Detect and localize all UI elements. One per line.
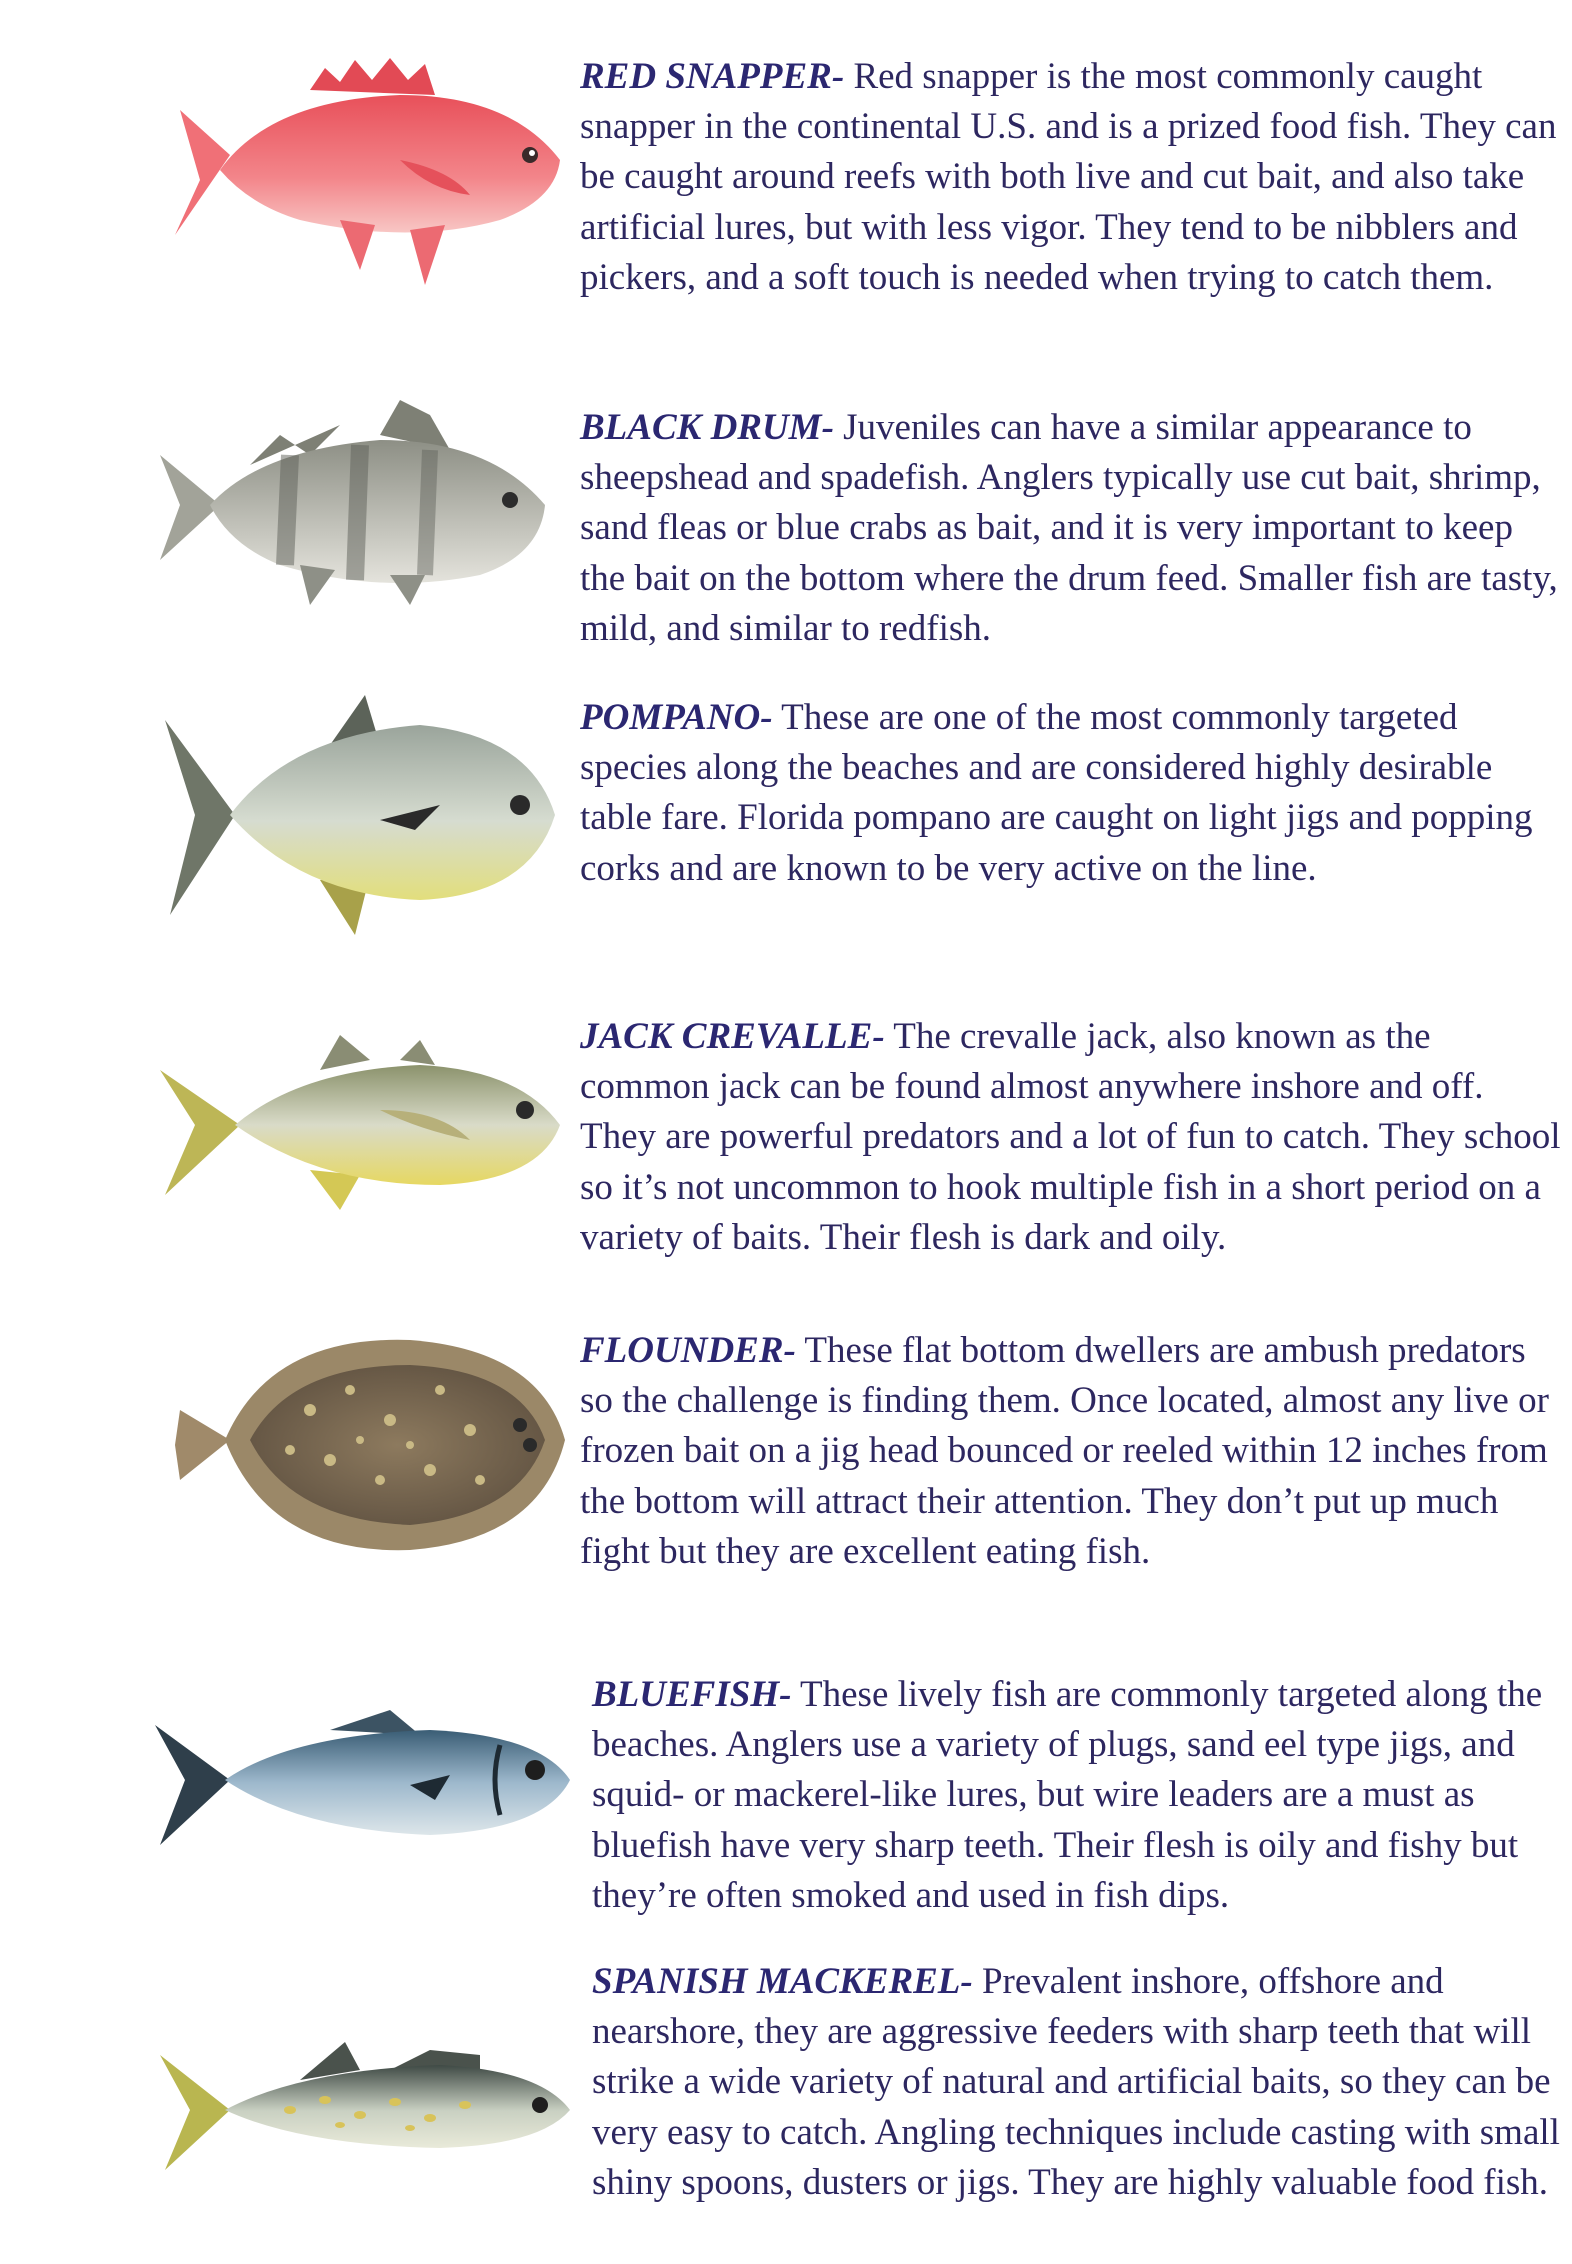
pompano-icon bbox=[150, 695, 580, 935]
fish-name: FLOUNDER- bbox=[580, 1330, 796, 1371]
red-snapper-icon bbox=[150, 50, 580, 290]
jack-crevalle-icon bbox=[150, 1030, 580, 1220]
black-drum-icon bbox=[150, 395, 580, 615]
fish-description: Juveniles can have a similar appearance to sheepshead and spadefish. Anglers typically use cut bait, shrimp, sand fleas or blue crabs as bait, and it is very important to keep the bait on the bottom where the drum feed. Smaller fish are tasty, mild, and similar to redfish. bbox=[580, 407, 1558, 649]
fish-name: BLACK DRUM- bbox=[580, 407, 834, 448]
spanish-mackerel-icon bbox=[150, 2030, 580, 2180]
fish-name: POMPANO- bbox=[580, 697, 773, 738]
fish-description: These lively fish are commonly targeted along the beaches. Anglers use a variety of plugs, sand eel type jigs, and squid- or mackerel-like lures, but wire leaders are a must as bluefish have very sharp teeth. Their flesh is oily and fishy but they’re often smoked and used in fish dips. bbox=[592, 1674, 1543, 1916]
fish-description: These flat bottom dwellers are ambush predators so the challenge is finding them. Once located, almost any live or frozen bait on a jig head bounced or reeled within 12 inches from the bottom will attract their attention. They don’t put up much fight but they are excellent eating fish. bbox=[580, 1330, 1549, 1572]
bluefish-icon bbox=[150, 1705, 580, 1855]
fish-name: JACK CREVALLE- bbox=[580, 1016, 885, 1057]
fish-description: Prevalent inshore, offshore and nearshore, they are aggressive feeders with sharp teeth that will strike a wide variety of natural and artificial baits, so they can be very easy to catch. Angling techniques include casting with small shiny spoons, dusters or jigs. They are highly valuable food fish. bbox=[592, 1961, 1560, 2203]
fish-description: The crevalle jack, also known as the common jack can be found almost anywhere inshore and off. They are powerful predators and a lot of fun to catch. They school so it’s not uncommon to hook multiple fish in a short period on a variety of baits. Their flesh is dark and oily. bbox=[580, 1016, 1561, 1258]
fish-name: SPANISH MACKEREL- bbox=[592, 1961, 973, 2002]
fish-description: These are one of the most commonly targeted species along the beaches and are considered highly desirable table fare. Florida pompano are caught on light jigs and popping corks and are known to be very active on the line. bbox=[580, 697, 1533, 889]
fish-name: RED SNAPPER- bbox=[580, 56, 845, 97]
flounder-icon bbox=[150, 1330, 580, 1560]
fish-description: Red snapper is the most commonly caught snapper in the continental U.S. and is a prized food fish. They can be caught around reefs with both live and cut bait, and also take artificial lures, but with less vigor. They tend to be nibblers and pickers, and a soft touch is needed when trying to catch them. bbox=[580, 56, 1557, 298]
fish-name: BLUEFISH- bbox=[592, 1674, 792, 1715]
